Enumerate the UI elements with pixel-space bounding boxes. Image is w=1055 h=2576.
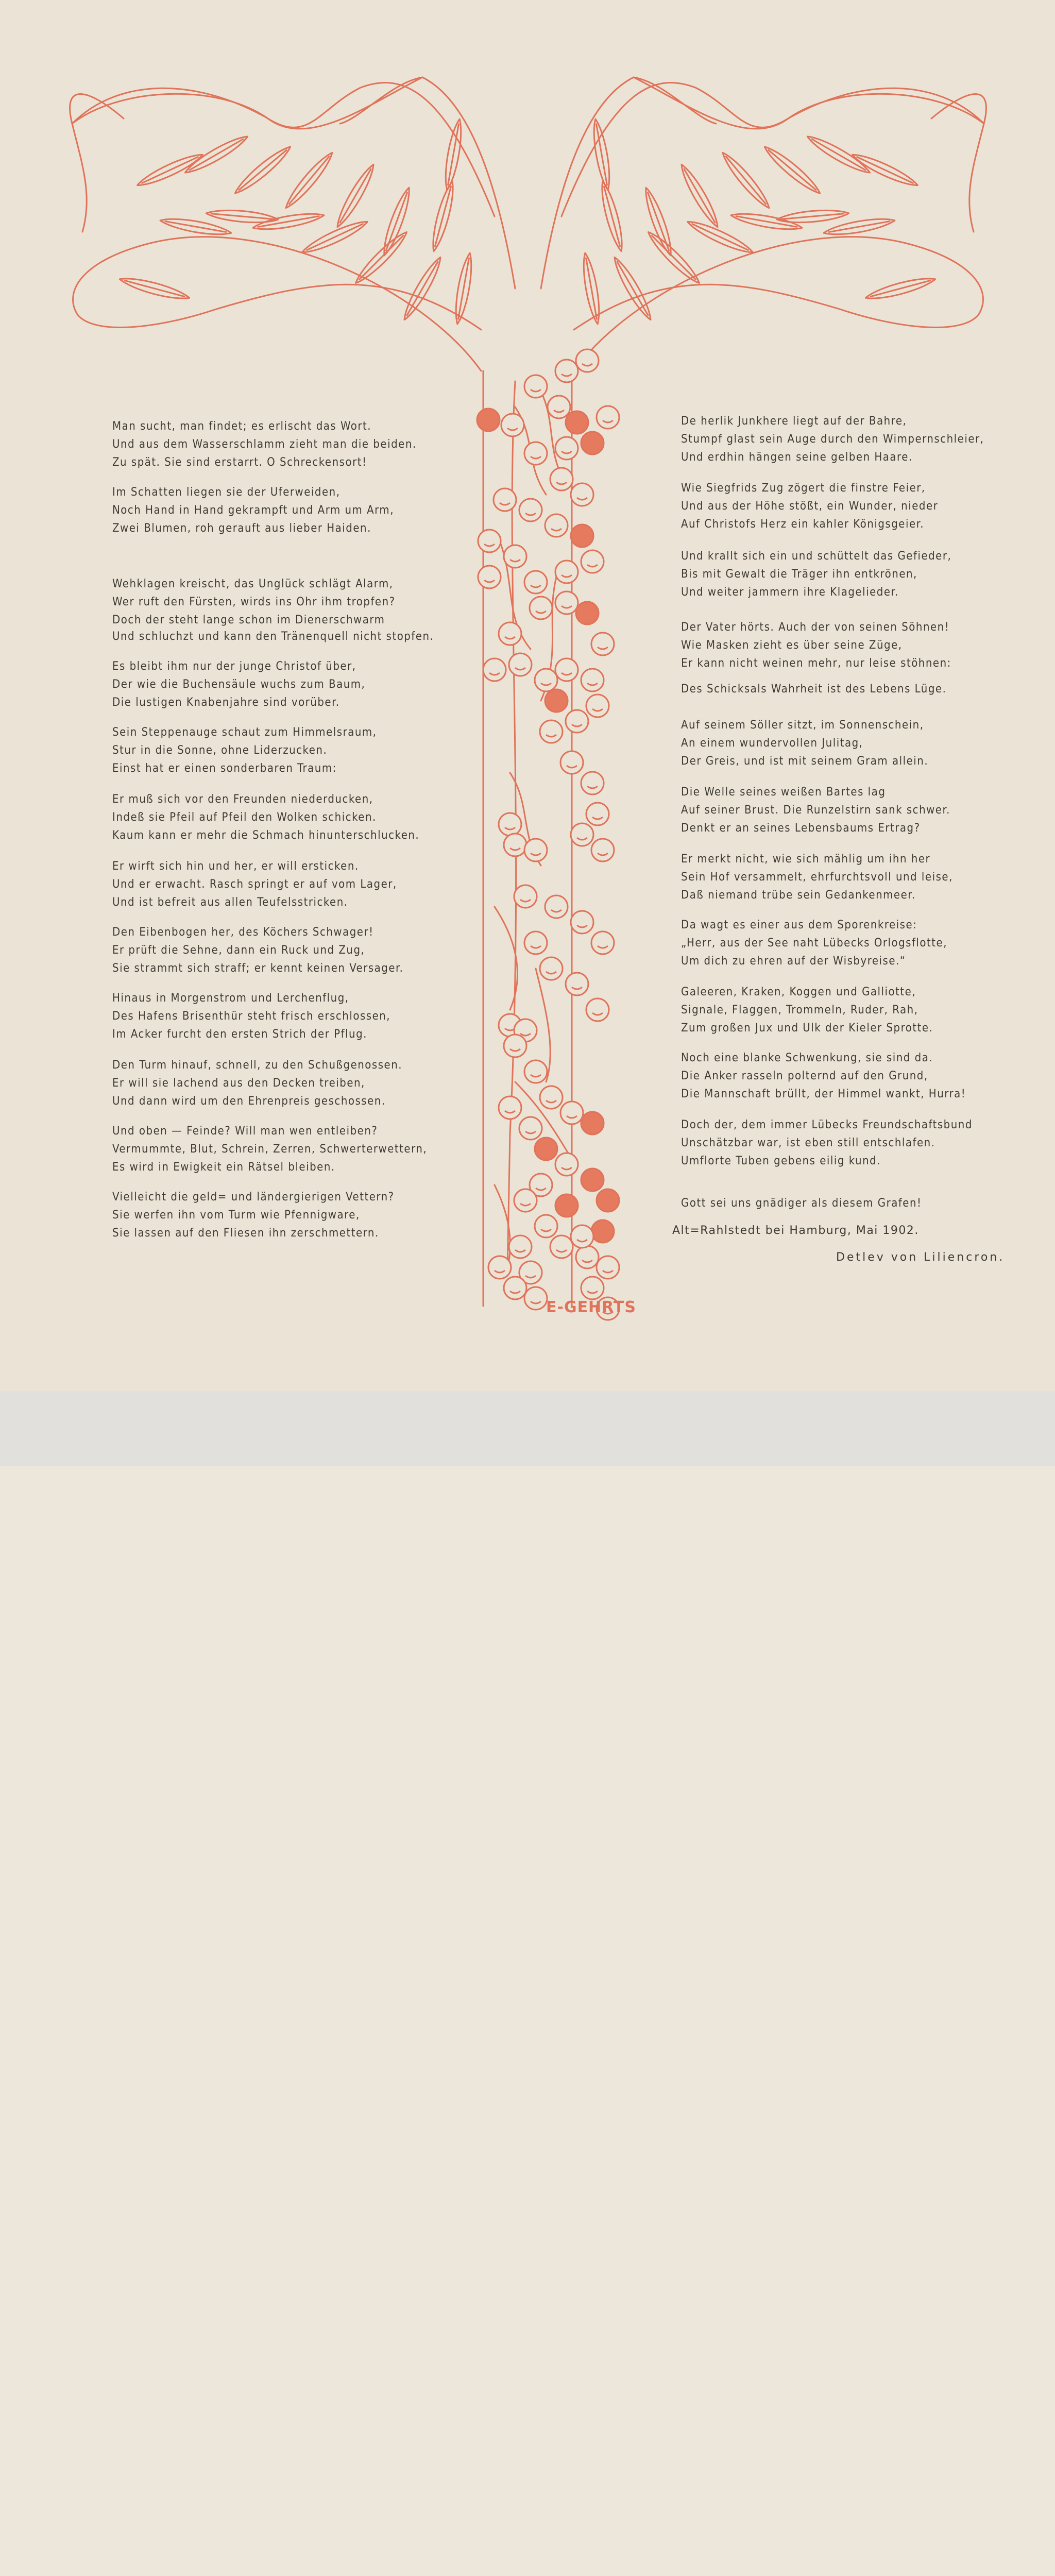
poem-line: Auf seinem Söller sitzt, im Sonnenschein, [681,719,924,732]
berry-shape [550,1235,573,1258]
poem-line: Wer ruft den Fürsten, wirds ins Ohr ihm tropfen? [112,596,396,608]
berry-shape [494,488,516,511]
berry-shape [560,1101,583,1124]
berry-shape [519,1117,542,1140]
leaf-shape [598,180,627,253]
poem-line: Doch der steht lange schon im Dienerschwarm [112,614,385,626]
poem-stanza [681,783,950,837]
berry-shape [581,669,604,691]
berry-shape [504,545,526,568]
artist-signature: E-GEHRTS [546,1298,636,1316]
berry-shape [571,524,593,547]
poem-line: An einem wundervollen Julitag, [681,737,863,750]
poem-stanza [112,628,434,646]
poem-line: Und schluchzt und kann den Tränenquell nicht stopfen. [112,630,434,643]
leaf-shape [644,228,703,287]
leaf-shape [761,143,824,197]
poem-line: Hinaus in Morgenstrom und Lerchenflug, [112,992,349,1005]
poem-line: Und oben — Feinde? Will man wen entleiben? [112,1125,378,1138]
poem-line: Zu spät. Sie sind erstarrt. O Schreckensort! [112,456,367,469]
poem-line: Und dann wird um den Ehrenpreis geschossen. [112,1095,386,1108]
berry-shape [581,432,604,454]
poem-line: Stumpf glast sein Auge durch den Wimpernschleier, [681,433,984,446]
leaf-shape [776,208,849,225]
poem-stanza [112,483,394,537]
berry-shape [524,442,547,465]
poem-stanza [112,1188,395,1242]
poem-line: Er will sie lachend aus den Decken treiben, [112,1077,365,1090]
berry-shape [550,468,573,490]
poem-line: Und erdhin hängen seine gelben Haare. [681,451,913,464]
poem-line: Wie Masken zieht es über seine Züge, [681,639,903,652]
poem-line: Er muß sich vor den Freunden niederducken, [112,793,373,806]
poem-author: Detlev von Liliencron. [836,1251,1005,1264]
poem-line: Und krallt sich ein und schüttelt das Gefieder, [681,550,952,563]
poem-stanza [681,412,984,466]
poem-stanza [681,1194,922,1212]
poem-line: Noch Hand in Hand gekrampft und Arm um Arm, [112,504,394,517]
berry-shape [530,597,552,619]
poem-line: Auf seiner Brust. Die Runzelstirn sank schwer. [681,804,950,817]
berry-shape [566,973,588,995]
berry-shape [591,1220,614,1243]
poem-line: Des Schicksals Wahrheit ist des Lebens Lüge. [681,683,947,696]
poem-line: Und aus der Höhe stößt, ein Wunder, nieder [681,500,939,513]
poem-line: Der Greis, und ist mit seinem Gram allein. [681,755,929,768]
poem-line: Doch der, dem immer Lübecks Freundschaftsbund [681,1118,973,1131]
berry-shape [504,834,526,856]
poem-line: Er kann nicht weinen mehr, nur leise stöhnen: [681,657,951,670]
leaf-shape [182,132,250,177]
berry-shape [504,1277,526,1299]
berry-shape [483,658,506,681]
poem-line: Umflorte Tuben gebens eilig kund. [681,1155,881,1167]
berry-shape [545,689,568,712]
poem-stanza [112,1056,402,1110]
berry-shape [499,622,521,645]
poem-stanza [112,790,419,844]
berry-shape [524,931,547,954]
berry-shape [571,1225,593,1248]
berry-shape [581,772,604,794]
poem-line: Indeß sie Pfeil auf Pfeil den Wolken schicken. [112,811,377,824]
poem-line: „Herr, aus der See naht Lübecks Orlogsflotte, [681,937,948,950]
poem-line: Im Acker furcht den ersten Strich der Pflug. [112,1028,367,1041]
leaf-shape [590,118,614,191]
berry-shape [591,633,614,655]
berry-shape [488,1256,511,1279]
poem-line: De herlik Junkhere liegt auf der Bahre, [681,415,907,428]
berry-shape [524,571,547,594]
leaf-shape [719,149,773,212]
poem-stanza [112,923,403,977]
poem-line: Stur in die Sonne, ohne Liderzucken. [112,744,328,757]
berry-shape [571,911,593,934]
poem-line: Zum großen Jux und Ulk der Kieler Sprotte. [681,1022,933,1035]
berry-shape [597,1189,619,1212]
poem-line: Zwei Blumen, roh gerauft aus lieber Haiden. [112,522,371,535]
berry-shape [576,602,599,624]
poem-line: Sie strammt sich straff; er kennt keinen Versager. [112,962,404,975]
berry-shape [540,720,563,743]
berry-shape [581,550,604,573]
poem-line: Im Schatten liegen sie der Uferweiden, [112,486,341,499]
poem-stanza [681,1049,966,1103]
poem-stanza [112,575,396,629]
poem-line: Um dich zu ehren auf der Wisbyreise.“ [681,955,906,968]
berry-shape [581,1277,604,1299]
poem-line: Und weiter jammern ihre Klagelieder. [681,586,899,599]
leaf-shape [400,255,445,323]
berry-shape [597,1256,619,1279]
berry-shape [566,411,588,434]
leaf-shape [232,143,294,197]
leaf-shape [442,118,465,191]
poem-line: Es wird in Ewigkeit ein Rätsel bleiben. [112,1161,335,1174]
berry-shape [571,823,593,846]
poem-line: Sein Hof versammelt, ehrfurchtsvoll und leise, [681,871,953,884]
berry-shape [586,803,609,825]
berry-shape [478,566,501,588]
poem-stanza [681,716,928,770]
leaf-shape [580,252,603,325]
poem-stanza [112,417,417,471]
poem-stanza [681,547,951,601]
berry-shape [524,839,547,861]
poem-stanza [681,916,947,970]
poem-line: Und er erwacht. Rasch springt er auf vom Lager, [112,878,397,891]
berry-shape [545,514,568,537]
leaf-shape [805,132,873,177]
poem-stanza [681,983,933,1037]
berry-shape [504,1035,526,1057]
berry-shape [540,957,563,980]
berry-shape [535,1215,557,1238]
berry-shape [514,1189,537,1212]
berry-shape [535,1138,557,1160]
berry-shape [597,406,619,429]
berry-shape [524,1060,547,1083]
berry-shape [499,1096,521,1119]
poem-line: Wie Siegfrids Zug zögert die finstre Feier, [681,482,926,495]
berry-shape [555,360,578,382]
berry-shape [524,1287,547,1310]
berry-shape [591,839,614,861]
leaf-shape [352,228,411,287]
berry-shape [514,885,537,908]
poem-line: Den Turm hinauf, schnell, zu den Schußgenossen. [112,1059,403,1072]
poem-line: Die Anker rasseln polternd auf den Grund, [681,1070,928,1082]
berry-shape [581,1112,604,1134]
poem-line: Auf Christofs Herz ein kahler Königsgeier. [681,518,925,531]
poem-stanza [681,680,946,698]
poem-line: Sein Steppenauge schaut zum Himmelsraum, [112,726,377,739]
berry-shape [586,998,609,1021]
berry-shape [566,710,588,733]
poem-stanza [112,657,365,711]
poem-line: Wehklagen kreischt, das Unglück schlägt Alarm, [112,578,394,590]
poem-line: Denkt er an seines Lebensbaums Ertrag? [681,822,921,835]
leaf-shape [333,162,378,230]
berry-shape [581,1168,604,1191]
poem-line: Sie lassen auf den Fliesen ihn zerschmettern. [112,1227,379,1240]
poem-line: Die Mannschaft brüllt, der Himmel wankt, Hurra! [681,1088,966,1100]
berry-shape [501,414,524,436]
berry-shape [509,1235,532,1258]
berry-shape [524,375,547,398]
poem-stanza [681,850,953,904]
poem-line: Des Hafens Brisenthür steht frisch erschlossen, [112,1010,391,1023]
poem-line: Daß niemand trübe sein Gedankenmeer. [681,889,916,902]
poem-stanza [112,989,390,1043]
poem-stanza [112,1122,427,1176]
poem-line: Gott sei uns gnädiger als diesem Grafen! [681,1197,922,1210]
leaf-shape [452,252,475,325]
berry-shape [555,437,578,460]
poem-line: Er merkt nicht, wie sich mählig um ihn her [681,853,931,866]
leaf-shape [118,274,191,303]
poem-stanza [681,618,951,672]
footer-bar [0,1391,1055,1466]
poem-line: Noch eine blanke Schwenkung, sie sind da. [681,1052,933,1064]
berry-shape [477,409,500,431]
poem-line: Signale, Flaggen, Trommeln, Ruder, Rah, [681,1004,918,1016]
leaf-shape [677,162,722,230]
poem-line: Einst hat er einen sonderbaren Traum: [112,762,337,775]
poem-line: Der Vater hörts. Auch der von seinen Söhnen! [681,621,950,634]
poem-line: Bis mit Gewalt die Träger ihn entkrönen, [681,568,917,581]
berry-shape [555,591,578,614]
poem-line: Galeeren, Kraken, Koggen und Galliotte, [681,986,916,998]
poem-line: Kaum kann er mehr die Schmach hinunterschlucken. [112,829,420,842]
berry-shape [555,561,578,583]
berry-shape [555,1153,578,1176]
berry-shape [555,1194,578,1217]
leaf-shape [429,180,458,253]
berry-shape [499,813,521,836]
berry-shape [540,1086,563,1109]
berry-shape [555,658,578,681]
poem-stanza [681,479,938,533]
poem-stanza [681,1116,973,1170]
berry-shape [576,1246,599,1268]
poem-line: Vermummte, Blut, Schrein, Zerren, Schwerterwettern, [112,1143,428,1156]
right-arch [541,77,986,289]
stem-6 [495,907,517,1010]
poem-line: Der wie die Buchensäule wuchs zum Baum, [112,678,366,691]
poem-line: Sie werfen ihn vom Turm wie Pfennigware, [112,1209,360,1222]
poem-stanza [112,857,397,911]
berry-shape [586,694,609,717]
poem-line: Vielleicht die geld= und ländergierigen Vettern? [112,1191,395,1204]
poem-line: Da wagt es einer aus dem Sporenkreise: [681,919,917,931]
berry-shape [545,895,568,918]
leaf-shape [206,208,278,225]
poem-line: Und aus dem Wasserschlamm zieht man die beiden. [112,438,417,451]
berry-shape [571,483,593,506]
berry-shape [576,349,599,372]
berry-shape [535,669,557,691]
leaf-shape [685,217,755,257]
berry-shape [519,499,542,521]
leaf-shape [864,274,937,303]
poem-line: Er wirft sich hin und her, er will ersticken. [112,860,359,873]
leaf-shape [300,217,370,257]
poem-line: Die lustigen Knabenjahre sind vorüber. [112,696,340,709]
berry-shape [591,931,614,954]
leaf-shape [610,255,655,323]
poem-line: Er prüft die Sehne, dann ein Ruck und Zug, [112,944,365,957]
berry-shape [548,396,570,418]
poem-line: Die Welle seines weißen Bartes lag [681,786,886,799]
poem-line: Es bleibt ihm nur der junge Christof über, [112,660,356,673]
berry-shape [478,530,501,552]
poem-line: Man sucht, man findet; es erlischt das Wort. [112,420,372,433]
poem-line: Unschätzbar war, ist eben still entschlafen. [681,1137,935,1149]
place-and-date: Alt=Rahlstedt bei Hamburg, Mai 1902. [672,1224,919,1237]
berry-shape [509,653,532,676]
poem-line: Und ist befreit aus allen Teufelsstricken. [112,896,348,909]
poem-stanza [112,723,377,777]
berry-shape [560,751,583,774]
leaf-shape [282,149,336,212]
poem-line: Den Eibenbogen her, des Köchers Schwager! [112,926,374,939]
